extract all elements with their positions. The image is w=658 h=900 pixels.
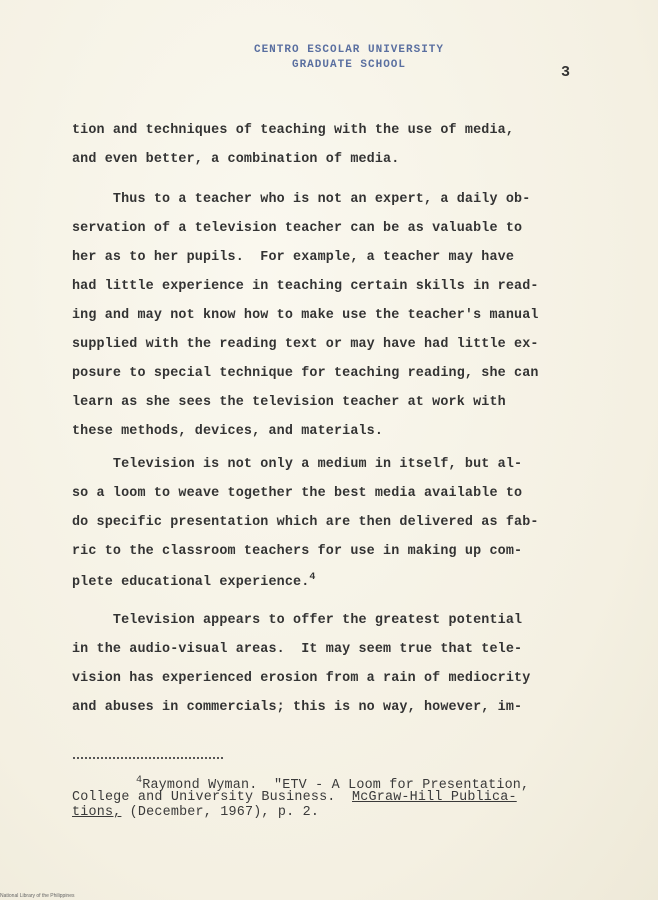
footnote-publisher: McGraw-Hill Publica- <box>352 790 517 805</box>
body-line: posure to special technique for teaching reading, she can <box>72 366 539 381</box>
body-line: do specific presentation which are then delivered as fab- <box>72 515 539 530</box>
letterhead-university: CENTRO ESCOLAR UNIVERSITY <box>253 44 445 56</box>
body-line: these methods, devices, and materials. <box>72 424 384 439</box>
body-line: Television appears to offer the greatest potential <box>72 613 523 628</box>
footnote-marker: 4 <box>136 775 143 786</box>
footnote-publisher-cont: tions, <box>72 805 122 820</box>
footnote-divider <box>73 757 223 759</box>
body-line: vision has experienced erosion from a rain of mediocrity <box>72 671 531 686</box>
body-line: learn as she sees the television teacher at work with <box>72 395 506 410</box>
page-number: 3 <box>561 64 571 81</box>
body-line: and even better, a combination of media. <box>72 152 400 167</box>
body-line: had little experience in teaching certain skills in read- <box>72 279 539 294</box>
footnote-reference: 4 <box>309 572 316 583</box>
footnote-line <box>72 790 517 805</box>
body-line: ing and may not know how to make use the teacher's manual <box>72 308 539 323</box>
body-line: so a loom to weave together the best media available to <box>72 486 523 501</box>
body-line: in the audio-visual areas. It may seem true that tele- <box>72 642 523 657</box>
body-line: supplied with the reading text or may have had little ex- <box>72 337 539 352</box>
letterhead-school: GRADUATE SCHOOL <box>291 59 407 71</box>
body-line: tion and techniques of teaching with the use of media, <box>72 123 515 138</box>
body-line: ric to the classroom teachers for use in making up com- <box>72 544 523 559</box>
body-line: and abuses in commercials; this is no way, however, im- <box>72 700 523 715</box>
footnote-text: (December, 1967), p. 2. <box>121 805 320 820</box>
body-line-with-footnote-ref <box>72 572 316 590</box>
scan-footer: National Library of the Philippines <box>0 893 75 899</box>
footnote-text: College and University Business. <box>72 790 353 805</box>
footnote-line <box>72 805 319 820</box>
body-line: her as to her pupils. For example, a teacher may have <box>72 250 515 265</box>
body-line-text: plete educational experience. <box>72 575 310 590</box>
body-line: servation of a television teacher can be as valuable to <box>72 221 523 236</box>
body-line: Television is not only a medium in itself, but al- <box>72 457 523 472</box>
body-line: Thus to a teacher who is not an expert, a daily ob- <box>72 192 531 207</box>
footnote-text: Raymond Wyman. "ETV - A Loom for Presentation, <box>142 778 530 793</box>
